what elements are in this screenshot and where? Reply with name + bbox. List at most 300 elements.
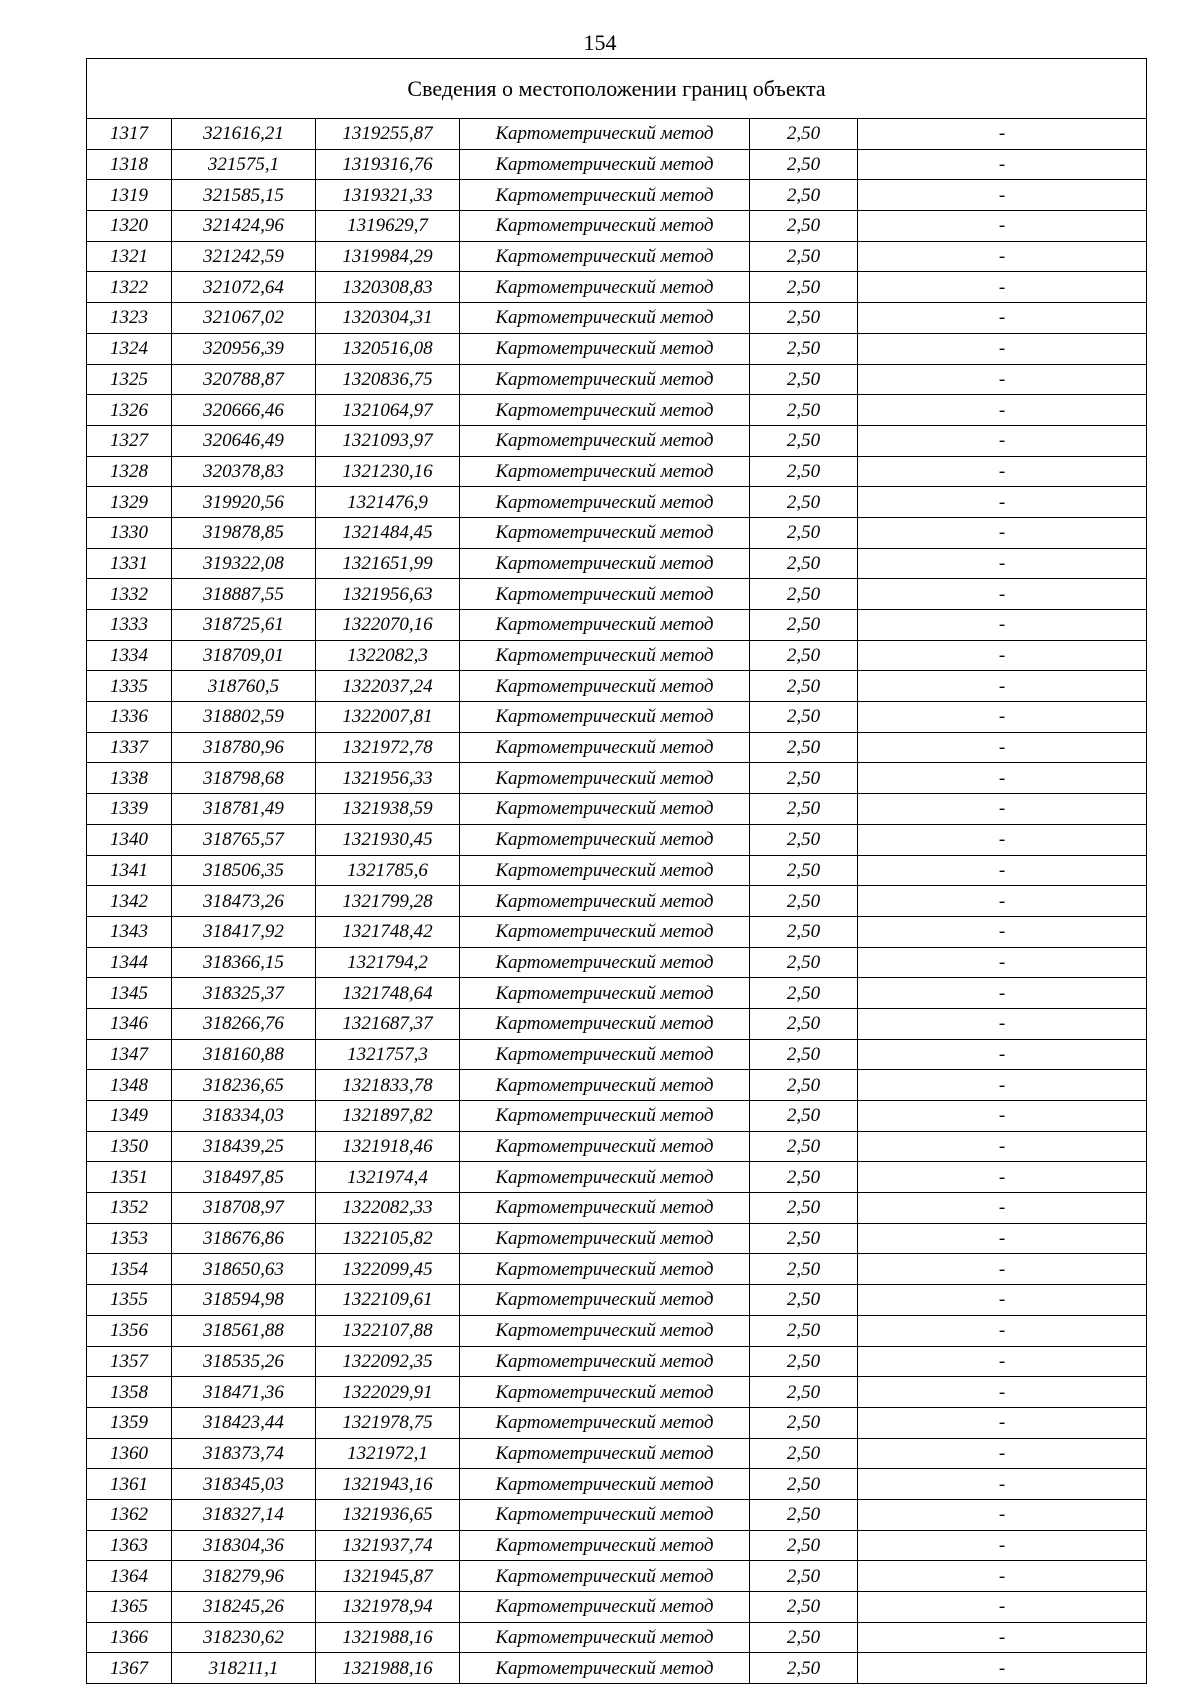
point-number-cell: 1336 (87, 702, 172, 733)
point-number-cell: 1334 (87, 640, 172, 671)
point-number-cell: 1347 (87, 1039, 172, 1070)
y-coordinate-cell: 1322109,61 (316, 1285, 460, 1316)
description-cell: - (858, 1315, 1147, 1346)
method-cell: Картометрический метод (460, 763, 750, 794)
description-cell: - (858, 886, 1147, 917)
method-cell: Картометрический метод (460, 548, 750, 579)
method-cell: Картометрический метод (460, 456, 750, 487)
method-cell: Картометрический метод (460, 1346, 750, 1377)
table-body (87, 59, 1147, 1684)
x-coordinate-cell: 318266,76 (172, 1008, 316, 1039)
x-coordinate-cell: 321072,64 (172, 272, 316, 303)
x-coordinate-cell: 318708,97 (172, 1193, 316, 1224)
accuracy-cell: 2,50 (750, 640, 858, 671)
method-cell: Картометрический метод (460, 1315, 750, 1346)
x-coordinate-cell: 318781,49 (172, 794, 316, 825)
x-coordinate-cell: 318245,26 (172, 1592, 316, 1623)
method-cell: Картометрический метод (460, 579, 750, 610)
point-number-cell: 1353 (87, 1223, 172, 1254)
y-coordinate-cell: 1321064,97 (316, 395, 460, 426)
table-row (87, 579, 1147, 610)
description-cell: - (858, 1039, 1147, 1070)
point-number-cell: 1362 (87, 1499, 172, 1530)
accuracy-cell: 2,50 (750, 149, 858, 180)
description-cell: - (858, 1407, 1147, 1438)
accuracy-cell: 2,50 (750, 1254, 858, 1285)
table-row (87, 1592, 1147, 1623)
y-coordinate-cell: 1322082,3 (316, 640, 460, 671)
table-row (87, 364, 1147, 395)
method-cell: Картометрический метод (460, 1131, 750, 1162)
method-cell: Картометрический метод (460, 1101, 750, 1132)
y-coordinate-cell: 1321230,16 (316, 456, 460, 487)
table-row (87, 1315, 1147, 1346)
point-number-cell: 1317 (87, 119, 172, 150)
x-coordinate-cell: 321424,96 (172, 211, 316, 242)
x-coordinate-cell: 318304,36 (172, 1530, 316, 1561)
accuracy-cell: 2,50 (750, 303, 858, 334)
y-coordinate-cell: 1321938,59 (316, 794, 460, 825)
accuracy-cell: 2,50 (750, 241, 858, 272)
y-coordinate-cell: 1321930,45 (316, 824, 460, 855)
y-coordinate-cell: 1321937,74 (316, 1530, 460, 1561)
method-cell: Картометрический метод (460, 333, 750, 364)
y-coordinate-cell: 1321978,75 (316, 1407, 460, 1438)
point-number-cell: 1348 (87, 1070, 172, 1101)
x-coordinate-cell: 318423,44 (172, 1407, 316, 1438)
accuracy-cell: 2,50 (750, 425, 858, 456)
accuracy-cell: 2,50 (750, 1101, 858, 1132)
x-coordinate-cell: 319878,85 (172, 517, 316, 548)
x-coordinate-cell: 321067,02 (172, 303, 316, 334)
table-row (87, 180, 1147, 211)
x-coordinate-cell: 318471,36 (172, 1377, 316, 1408)
description-cell: - (858, 978, 1147, 1009)
table-row (87, 425, 1147, 456)
accuracy-cell: 2,50 (750, 333, 858, 364)
method-cell: Картометрический метод (460, 1561, 750, 1592)
table-row (87, 1499, 1147, 1530)
accuracy-cell: 2,50 (750, 1193, 858, 1224)
y-coordinate-cell: 1320516,08 (316, 333, 460, 364)
x-coordinate-cell: 318325,37 (172, 978, 316, 1009)
point-number-cell: 1363 (87, 1530, 172, 1561)
y-coordinate-cell: 1319321,33 (316, 180, 460, 211)
point-number-cell: 1326 (87, 395, 172, 426)
point-number-cell: 1358 (87, 1377, 172, 1408)
description-cell: - (858, 1254, 1147, 1285)
description-cell: - (858, 1285, 1147, 1316)
x-coordinate-cell: 318887,55 (172, 579, 316, 610)
table-row (87, 732, 1147, 763)
description-cell: - (858, 1346, 1147, 1377)
y-coordinate-cell: 1321943,16 (316, 1469, 460, 1500)
description-cell: - (858, 1101, 1147, 1132)
y-coordinate-cell: 1322105,82 (316, 1223, 460, 1254)
y-coordinate-cell: 1322037,24 (316, 671, 460, 702)
y-coordinate-cell: 1319629,7 (316, 211, 460, 242)
description-cell: - (858, 916, 1147, 947)
accuracy-cell: 2,50 (750, 1622, 858, 1653)
x-coordinate-cell: 318709,01 (172, 640, 316, 671)
point-number-cell: 1331 (87, 548, 172, 579)
table-row (87, 1561, 1147, 1592)
description-cell: - (858, 1622, 1147, 1653)
accuracy-cell: 2,50 (750, 610, 858, 641)
x-coordinate-cell: 318535,26 (172, 1346, 316, 1377)
point-number-cell: 1322 (87, 272, 172, 303)
table-row (87, 1131, 1147, 1162)
y-coordinate-cell: 1322092,35 (316, 1346, 460, 1377)
table-row (87, 886, 1147, 917)
table-row (87, 119, 1147, 150)
point-number-cell: 1329 (87, 487, 172, 518)
table-row (87, 1530, 1147, 1561)
accuracy-cell: 2,50 (750, 855, 858, 886)
x-coordinate-cell: 318373,74 (172, 1438, 316, 1469)
accuracy-cell: 2,50 (750, 1407, 858, 1438)
method-cell: Картометрический метод (460, 1377, 750, 1408)
table-row (87, 1101, 1147, 1132)
table-row (87, 456, 1147, 487)
x-coordinate-cell: 318594,98 (172, 1285, 316, 1316)
accuracy-cell: 2,50 (750, 1223, 858, 1254)
point-number-cell: 1344 (87, 947, 172, 978)
y-coordinate-cell: 1321918,46 (316, 1131, 460, 1162)
description-cell: - (858, 487, 1147, 518)
point-number-cell: 1357 (87, 1346, 172, 1377)
description-cell: - (858, 732, 1147, 763)
description-cell: - (858, 149, 1147, 180)
point-number-cell: 1337 (87, 732, 172, 763)
description-cell: - (858, 548, 1147, 579)
y-coordinate-cell: 1322070,16 (316, 610, 460, 641)
x-coordinate-cell: 321616,21 (172, 119, 316, 150)
description-cell: - (858, 1469, 1147, 1500)
accuracy-cell: 2,50 (750, 1653, 858, 1684)
table-row (87, 1254, 1147, 1285)
table-row (87, 1162, 1147, 1193)
y-coordinate-cell: 1321748,42 (316, 916, 460, 947)
point-number-cell: 1351 (87, 1162, 172, 1193)
accuracy-cell: 2,50 (750, 763, 858, 794)
point-number-cell: 1345 (87, 978, 172, 1009)
method-cell: Картометрический метод (460, 1469, 750, 1500)
y-coordinate-cell: 1322099,45 (316, 1254, 460, 1285)
x-coordinate-cell: 318366,15 (172, 947, 316, 978)
accuracy-cell: 2,50 (750, 824, 858, 855)
y-coordinate-cell: 1321974,4 (316, 1162, 460, 1193)
description-cell: - (858, 180, 1147, 211)
point-number-cell: 1323 (87, 303, 172, 334)
description-cell: - (858, 794, 1147, 825)
table-row (87, 241, 1147, 272)
point-number-cell: 1352 (87, 1193, 172, 1224)
point-number-cell: 1359 (87, 1407, 172, 1438)
page-number: 154 (583, 30, 617, 55)
description-cell: - (858, 671, 1147, 702)
method-cell: Картометрический метод (460, 1223, 750, 1254)
table-row (87, 1070, 1147, 1101)
y-coordinate-cell: 1322007,81 (316, 702, 460, 733)
x-coordinate-cell: 318725,61 (172, 610, 316, 641)
method-cell: Картометрический метод (460, 824, 750, 855)
table-row (87, 978, 1147, 1009)
description-cell: - (858, 1438, 1147, 1469)
x-coordinate-cell: 318650,63 (172, 1254, 316, 1285)
x-coordinate-cell: 318327,14 (172, 1499, 316, 1530)
accuracy-cell: 2,50 (750, 1008, 858, 1039)
table-row (87, 333, 1147, 364)
table-row (87, 303, 1147, 334)
y-coordinate-cell: 1319255,87 (316, 119, 460, 150)
table-row (87, 395, 1147, 426)
table-row (87, 1469, 1147, 1500)
description-cell: - (858, 303, 1147, 334)
description-cell: - (858, 1653, 1147, 1684)
table-row (87, 1377, 1147, 1408)
method-cell: Картометрический метод (460, 916, 750, 947)
description-cell: - (858, 947, 1147, 978)
table-row (87, 1008, 1147, 1039)
x-coordinate-cell: 318160,88 (172, 1039, 316, 1070)
point-number-cell: 1318 (87, 149, 172, 180)
table-row (87, 211, 1147, 242)
y-coordinate-cell: 1321956,33 (316, 763, 460, 794)
description-cell: - (858, 702, 1147, 733)
x-coordinate-cell: 318765,57 (172, 824, 316, 855)
accuracy-cell: 2,50 (750, 211, 858, 242)
x-coordinate-cell: 320956,39 (172, 333, 316, 364)
x-coordinate-cell: 318760,5 (172, 671, 316, 702)
x-coordinate-cell: 318497,85 (172, 1162, 316, 1193)
accuracy-cell: 2,50 (750, 947, 858, 978)
accuracy-cell: 2,50 (750, 364, 858, 395)
point-number-cell: 1339 (87, 794, 172, 825)
y-coordinate-cell: 1321833,78 (316, 1070, 460, 1101)
point-number-cell: 1335 (87, 671, 172, 702)
point-number-cell: 1333 (87, 610, 172, 641)
point-number-cell: 1328 (87, 456, 172, 487)
y-coordinate-cell: 1321785,6 (316, 855, 460, 886)
method-cell: Картометрический метод (460, 1193, 750, 1224)
table-title-row (87, 59, 1147, 119)
method-cell: Картометрический метод (460, 1008, 750, 1039)
accuracy-cell: 2,50 (750, 1438, 858, 1469)
y-coordinate-cell: 1321748,64 (316, 978, 460, 1009)
x-coordinate-cell: 320788,87 (172, 364, 316, 395)
method-cell: Картометрический метод (460, 180, 750, 211)
method-cell: Картометрический метод (460, 1653, 750, 1684)
description-cell: - (858, 763, 1147, 794)
accuracy-cell: 2,50 (750, 119, 858, 150)
description-cell: - (858, 456, 1147, 487)
accuracy-cell: 2,50 (750, 1561, 858, 1592)
description-cell: - (858, 1223, 1147, 1254)
method-cell: Картометрический метод (460, 1592, 750, 1623)
accuracy-cell: 2,50 (750, 395, 858, 426)
y-coordinate-cell: 1321978,94 (316, 1592, 460, 1623)
table-row (87, 794, 1147, 825)
description-cell: - (858, 395, 1147, 426)
description-cell: - (858, 1592, 1147, 1623)
accuracy-cell: 2,50 (750, 1377, 858, 1408)
accuracy-cell: 2,50 (750, 180, 858, 211)
point-number-cell: 1361 (87, 1469, 172, 1500)
x-coordinate-cell: 318676,86 (172, 1223, 316, 1254)
method-cell: Картометрический метод (460, 610, 750, 641)
table-row (87, 1622, 1147, 1653)
x-coordinate-cell: 318334,03 (172, 1101, 316, 1132)
accuracy-cell: 2,50 (750, 1285, 858, 1316)
table-row (87, 1346, 1147, 1377)
y-coordinate-cell: 1321799,28 (316, 886, 460, 917)
y-coordinate-cell: 1321988,16 (316, 1622, 460, 1653)
method-cell: Картометрический метод (460, 855, 750, 886)
point-number-cell: 1330 (87, 517, 172, 548)
accuracy-cell: 2,50 (750, 1070, 858, 1101)
x-coordinate-cell: 318439,25 (172, 1131, 316, 1162)
table-row (87, 824, 1147, 855)
table-row (87, 671, 1147, 702)
description-cell: - (858, 1008, 1147, 1039)
table-row (87, 548, 1147, 579)
x-coordinate-cell: 318798,68 (172, 763, 316, 794)
accuracy-cell: 2,50 (750, 1131, 858, 1162)
table-row (87, 1223, 1147, 1254)
point-number-cell: 1349 (87, 1101, 172, 1132)
y-coordinate-cell: 1321956,63 (316, 579, 460, 610)
x-coordinate-cell: 319322,08 (172, 548, 316, 579)
description-cell: - (858, 1162, 1147, 1193)
description-cell: - (858, 579, 1147, 610)
point-number-cell: 1355 (87, 1285, 172, 1316)
point-number-cell: 1332 (87, 579, 172, 610)
method-cell: Картометрический метод (460, 425, 750, 456)
point-number-cell: 1341 (87, 855, 172, 886)
y-coordinate-cell: 1321651,99 (316, 548, 460, 579)
description-cell: - (858, 610, 1147, 641)
point-number-cell: 1338 (87, 763, 172, 794)
method-cell: Картометрический метод (460, 1254, 750, 1285)
boundary-table (86, 58, 1147, 1684)
method-cell: Картометрический метод (460, 702, 750, 733)
description-cell: - (858, 1561, 1147, 1592)
table-row (87, 947, 1147, 978)
point-number-cell: 1343 (87, 916, 172, 947)
accuracy-cell: 2,50 (750, 794, 858, 825)
y-coordinate-cell: 1322082,33 (316, 1193, 460, 1224)
table-row (87, 640, 1147, 671)
description-cell: - (858, 1530, 1147, 1561)
point-number-cell: 1327 (87, 425, 172, 456)
accuracy-cell: 2,50 (750, 916, 858, 947)
method-cell: Картометрический метод (460, 732, 750, 763)
y-coordinate-cell: 1321484,45 (316, 517, 460, 548)
point-number-cell: 1366 (87, 1622, 172, 1653)
method-cell: Картометрический метод (460, 671, 750, 702)
accuracy-cell: 2,50 (750, 1346, 858, 1377)
description-cell: - (858, 517, 1147, 548)
table-row (87, 1407, 1147, 1438)
accuracy-cell: 2,50 (750, 886, 858, 917)
y-coordinate-cell: 1320304,31 (316, 303, 460, 334)
method-cell: Картометрический метод (460, 395, 750, 426)
method-cell: Картометрический метод (460, 517, 750, 548)
y-coordinate-cell: 1321757,3 (316, 1039, 460, 1070)
method-cell: Картометрический метод (460, 947, 750, 978)
description-cell: - (858, 333, 1147, 364)
table-row (87, 1285, 1147, 1316)
y-coordinate-cell: 1321794,2 (316, 947, 460, 978)
table-row (87, 517, 1147, 548)
x-coordinate-cell: 318780,96 (172, 732, 316, 763)
point-number-cell: 1320 (87, 211, 172, 242)
accuracy-cell: 2,50 (750, 1315, 858, 1346)
y-coordinate-cell: 1321897,82 (316, 1101, 460, 1132)
point-number-cell: 1350 (87, 1131, 172, 1162)
accuracy-cell: 2,50 (750, 671, 858, 702)
method-cell: Картометрический метод (460, 272, 750, 303)
x-coordinate-cell: 318345,03 (172, 1469, 316, 1500)
point-number-cell: 1321 (87, 241, 172, 272)
description-cell: - (858, 211, 1147, 242)
description-cell: - (858, 1070, 1147, 1101)
description-cell: - (858, 1193, 1147, 1224)
y-coordinate-cell: 1321936,65 (316, 1499, 460, 1530)
x-coordinate-cell: 320666,46 (172, 395, 316, 426)
method-cell: Картометрический метод (460, 1039, 750, 1070)
description-cell: - (858, 1377, 1147, 1408)
method-cell: Картометрический метод (460, 794, 750, 825)
accuracy-cell: 2,50 (750, 272, 858, 303)
y-coordinate-cell: 1322029,91 (316, 1377, 460, 1408)
accuracy-cell: 2,50 (750, 1499, 858, 1530)
y-coordinate-cell: 1321972,78 (316, 732, 460, 763)
point-number-cell: 1319 (87, 180, 172, 211)
table-row (87, 610, 1147, 641)
x-coordinate-cell: 318802,59 (172, 702, 316, 733)
table-row (87, 1193, 1147, 1224)
point-number-cell: 1354 (87, 1254, 172, 1285)
description-cell: - (858, 1131, 1147, 1162)
description-cell: - (858, 119, 1147, 150)
table-row (87, 272, 1147, 303)
accuracy-cell: 2,50 (750, 1039, 858, 1070)
x-coordinate-cell: 320646,49 (172, 425, 316, 456)
description-cell: - (858, 425, 1147, 456)
y-coordinate-cell: 1321988,16 (316, 1653, 460, 1684)
table-row (87, 702, 1147, 733)
x-coordinate-cell: 320378,83 (172, 456, 316, 487)
method-cell: Картометрический метод (460, 211, 750, 242)
method-cell: Картометрический метод (460, 1407, 750, 1438)
point-number-cell: 1360 (87, 1438, 172, 1469)
table-row (87, 149, 1147, 180)
method-cell: Картометрический метод (460, 1438, 750, 1469)
accuracy-cell: 2,50 (750, 732, 858, 763)
x-coordinate-cell: 318473,26 (172, 886, 316, 917)
x-coordinate-cell: 318236,65 (172, 1070, 316, 1101)
method-cell: Картометрический метод (460, 303, 750, 334)
accuracy-cell: 2,50 (750, 1592, 858, 1623)
method-cell: Картометрический метод (460, 119, 750, 150)
accuracy-cell: 2,50 (750, 1530, 858, 1561)
point-number-cell: 1364 (87, 1561, 172, 1592)
point-number-cell: 1356 (87, 1315, 172, 1346)
y-coordinate-cell: 1322107,88 (316, 1315, 460, 1346)
table-title: Сведения о местоположении границ объекта (87, 59, 1147, 119)
